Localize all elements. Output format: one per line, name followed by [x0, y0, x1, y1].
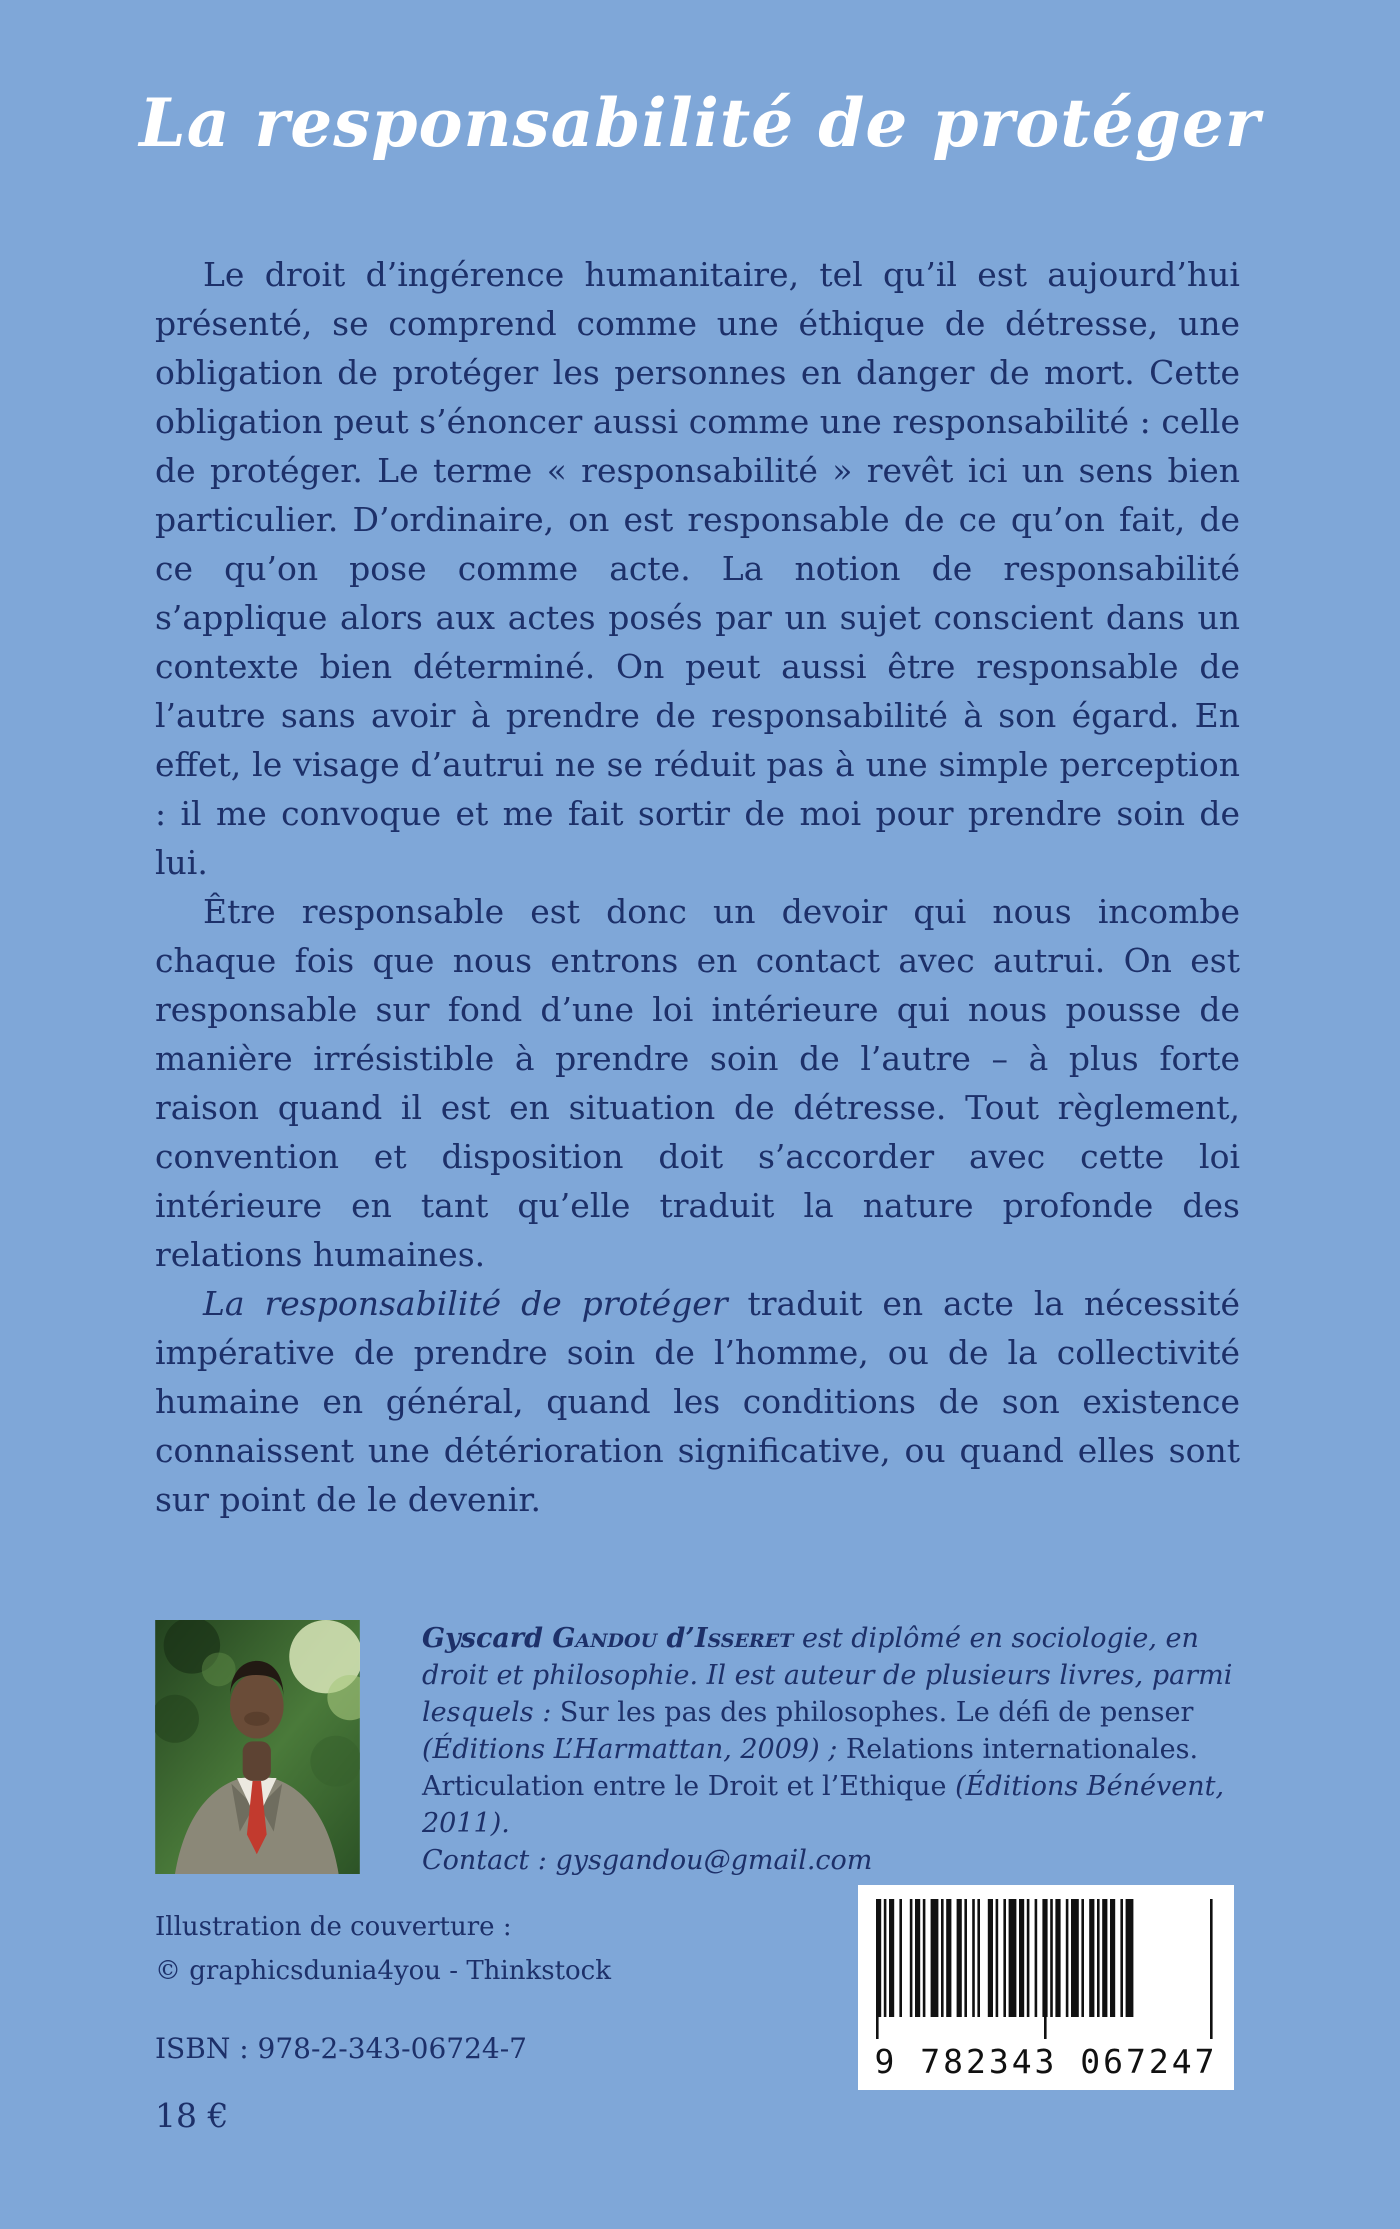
author-photo [155, 1620, 360, 1874]
blurb-paragraph-1: Le droit d’ingérence humanitaire, tel qu’il est aujourd’hui présenté, se comprend comme une éthique de détresse, une obligation de protéger les personnes en danger de mort. Cette obligation peut s’énoncer aussi comme une responsabilité : celle de protéger. Le terme « responsabilité » revêt ici un sens bien particulier. D’ordinaire, on est responsable de ce qu’on fait, de ce qu’on pose comme acte. La notion de responsabilité s’applique alors aux actes posés par un sujet conscient dans un contexte bien déterminé. On peut aussi être responsable de l’autre sans avoir à prendre de responsabilité à son égard. En effet, le visage d’autrui ne se réduit pas à une simple perception : il me convoque et me fait sortir de moi pour prendre soin de lui. [155, 254, 1240, 882]
author-contact: Contact : gysgandou@gmail.com [422, 1844, 873, 1876]
bio-text-segment: (Éditions Bénévent, 2011). [422, 1770, 1225, 1839]
book-title-reference: La responsabilité de protéger [203, 1283, 728, 1323]
author-name-particle: d’ [657, 1622, 695, 1654]
book-reference-1: Sur les pas des philosophes. Le défi de penser [559, 1696, 1194, 1728]
blurb-paragraph-2: Être responsable est donc un devoir qui nous incombe chaque fois que nous entrons en contact avec autrui. On est responsable sur fond d’une loi intérieure qui nous pousse de manière irrésistible à prendre soin de l’autre – à plus forte raison quand il est en situation de détresse. Tout règlement, convention et disposition doit s’accorder avec cette loi intérieure en tant qu’elle traduit la nature profonde des relations humaines. [155, 891, 1240, 1274]
author-first-name: Gyscard [422, 1622, 553, 1654]
isbn: ISBN : 978-2-343-06724-7 [155, 2032, 527, 2065]
illustration-credit-source: © graphicsdunia4you - Thinkstock [155, 1956, 612, 1986]
blurb-paragraph-3-text: traduit en acte la nécessité impérative de prendre soin de l’homme, ou de la collectivité humaine en général, quand les conditions de son existence connaissent une détérioration significative, ou quand elles sont sur point de le devenir. [155, 1283, 1240, 1519]
book-reference-2: Relations internationales. Articulation entre le Droit et l’Ethique [422, 1733, 1199, 1802]
author-last-name: Gandou [552, 1622, 658, 1654]
bio-text-segment: (Éditions L’Harmattan, 2009) ; [422, 1733, 846, 1765]
barcode [858, 1885, 1234, 2090]
bio-text-segment: est diplômé en sociologie, en droit et philosophie. Il est auteur de plusieurs livres, parmi lesquels : [422, 1622, 1233, 1728]
barcode-number: 9 782343 067247 [874, 2042, 1218, 2081]
author-bio [422, 1620, 1240, 1879]
author-last-name-2: Isseret [694, 1622, 794, 1654]
price: 18 € [155, 2096, 229, 2135]
illustration-credit [155, 1905, 611, 1993]
author-portrait-illustration [155, 1620, 360, 1874]
illustration-credit-label: Illustration de couverture : [155, 1912, 512, 1942]
author-name [422, 1623, 793, 1654]
blurb-paragraph-3 [155, 1279, 1240, 1524]
blurb [155, 250, 1240, 1524]
author-section [155, 1620, 1240, 1879]
book-title: La responsabilité de protéger [139, 84, 1261, 162]
barcode-bars [858, 1885, 1234, 2090]
